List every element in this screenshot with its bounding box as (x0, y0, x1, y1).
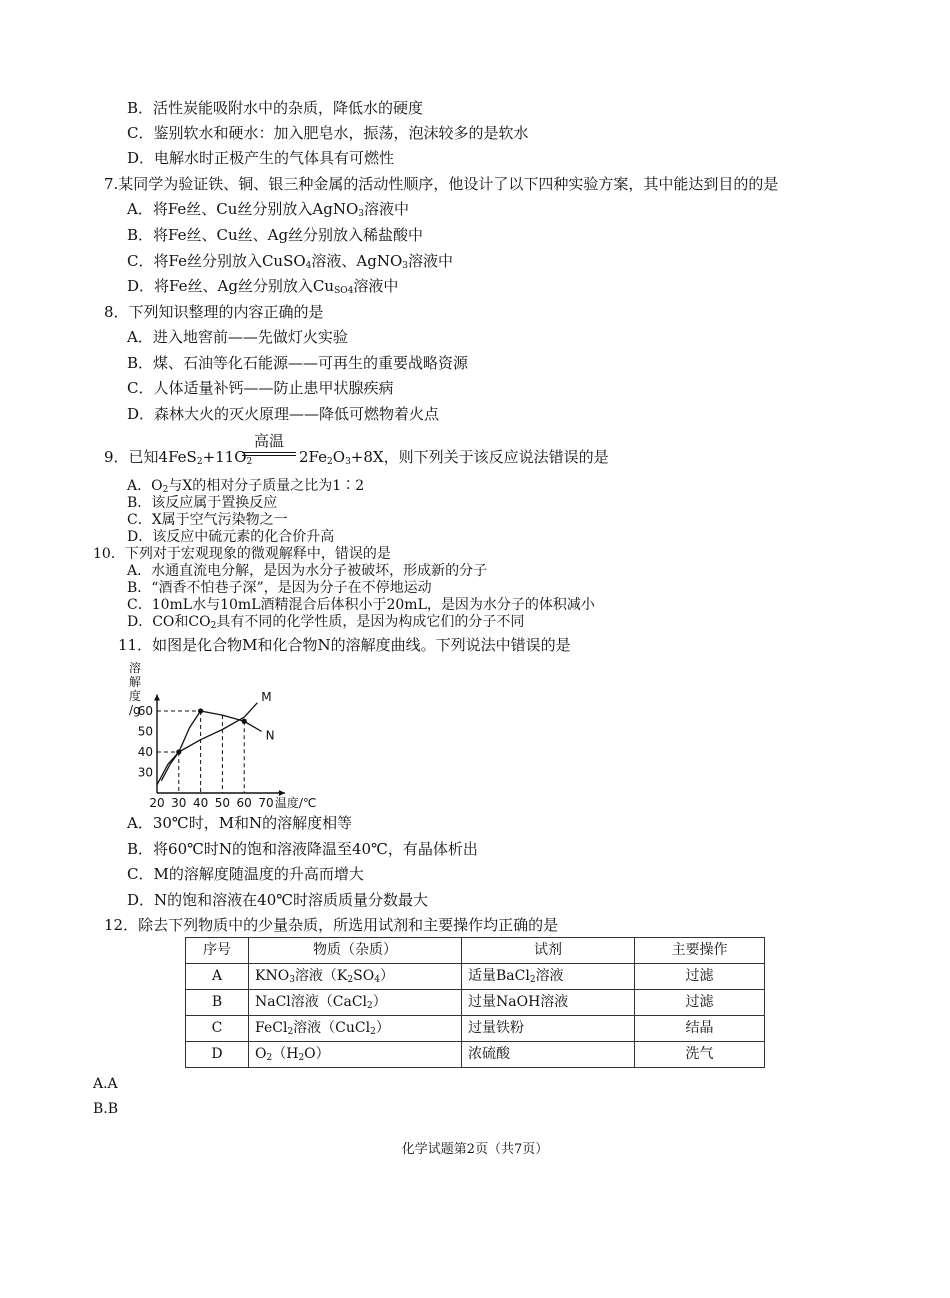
q9-option-b: B．该反应属于置换反应 (127, 495, 278, 511)
chart-axes (154, 695, 285, 797)
q7-option-a: A．将Fe丝、Cu丝分别放入AgNO$_3$溶液中 (127, 200, 410, 219)
y-tick-label: 40 (137, 745, 153, 759)
q10-option-c: C．10mL水与10mL酒精混合后体积小于20mL，是因为水分子的体积减小 (127, 597, 595, 613)
q9-option-a: A．$O_2$与X的相对分子质量之比为1∶2 (127, 478, 365, 495)
y-axis-arrow (154, 695, 160, 701)
q7-option-c: C．将Fe丝分别放入CuSO$_4$溶液、AgNO$_3$溶液中 (127, 252, 453, 271)
table-row (186, 990, 765, 1016)
x-tick-label: 20 (149, 796, 165, 810)
q9-stem-left: 9．已知$4FeS_2+11O_2$ (104, 448, 253, 467)
table-row (186, 1042, 765, 1068)
answer-choice-b: B.B (93, 1101, 119, 1117)
q6-option-c: C．鉴别软水和硬水：加入肥皂水，振荡，泡沫较多的是软水 (127, 124, 529, 142)
cell-operation: 结晶 (635, 1016, 765, 1042)
cell-substance: NaCl溶液（CaCl$_2$） (249, 990, 462, 1016)
q11-option-b: B．将60℃时N的饱和溶液降温至40℃，有晶体析出 (127, 840, 478, 858)
q11-option-a: A．30℃时，M和N的溶解度相等 (127, 814, 353, 832)
cell-id: D (186, 1042, 249, 1068)
q11-stem: 11．如图是化合物M和化合物N的溶解度曲线。下列说法中错误的是 (118, 636, 571, 654)
header-cell-reagent: 试剂 (462, 938, 635, 964)
q6-option-d: D．电解水时正极产生的气体具有可燃性 (127, 149, 395, 167)
q8-option-d: D．森林大火的灭火原理——降低可燃物着火点 (127, 405, 440, 423)
cell-operation: 洗气 (635, 1042, 765, 1068)
y-tick-label: 50 (137, 724, 153, 739)
series-label-M: M (261, 689, 272, 704)
table-header-row (186, 938, 765, 964)
answer-choice-a: A.A (93, 1076, 118, 1092)
q10-option-b: B．“酒香不怕巷子深”，是因为分子在不停地运动 (127, 580, 432, 596)
impurity-table (185, 937, 765, 1068)
x-axis-label: 温度/℃ (274, 796, 317, 810)
y-axis-label: 度 (129, 689, 142, 703)
x-tick-label: 30 (171, 796, 187, 810)
q6-option-b: B．活性炭能吸附水中的杂质，降低水的硬度 (127, 99, 424, 117)
q12-stem: 12．除去下列物质中的少量杂质，所选用试剂和主要操作均正确的是 (104, 916, 559, 934)
table-row (186, 964, 765, 990)
q7-option-d: D．将Fe丝、Ag丝分别放入$Cu_{SO4}$溶液中 (127, 277, 399, 296)
cell-operation: 过滤 (635, 964, 765, 990)
header-cell-operation: 主要操作 (635, 938, 765, 964)
cell-reagent: 过量NaOH溶液 (462, 990, 635, 1016)
q11-option-d: D．N的饱和溶液在40℃时溶质质量分数最大 (127, 891, 429, 909)
intersection-point (242, 719, 247, 724)
cell-id: B (186, 990, 249, 1016)
cell-reagent: 适量BaCl$_2$溶液 (462, 964, 635, 990)
x-tick-label: 70 (258, 796, 274, 810)
y-axis-label: /g (129, 703, 141, 717)
x-tick-label: 40 (192, 796, 209, 810)
q9-stem-right: $2Fe_2O_3+8X$，则下列关于该反应说法错误的是 (299, 448, 609, 467)
y-tick-label: 60 (137, 704, 153, 718)
q8-option-a: A．进入地窖前——先做灯火实验 (127, 328, 348, 346)
curve-M (161, 703, 257, 781)
q7-option-b: B．将Fe丝、Cu丝、Ag丝分别放入稀盐酸中 (127, 226, 424, 244)
q10-option-a: A．水通直流电分解，是因为水分子被破坏，形成新的分子 (127, 563, 488, 579)
cell-id: C (186, 1016, 249, 1042)
q11-option-c: C．M的溶解度随温度的升高而增大 (127, 865, 364, 883)
q9-option-d: D．该反应中硫元素的化合价升高 (127, 529, 335, 545)
q9-reaction-condition: 高温 (253, 432, 284, 450)
table-row (186, 1016, 765, 1042)
chart-lines (157, 703, 262, 785)
chart-guides (157, 711, 244, 793)
cell-reagent: 浓硫酸 (462, 1042, 635, 1068)
y-tick-label: 30 (137, 765, 153, 780)
x-tick-label: 60 (236, 796, 252, 810)
q7-stem: 7.某同学为验证铁、铜、银三种金属的活动性顺序，他设计了以下四种实验方案，其中能达到目的的是 (104, 175, 779, 193)
header-cell-substance: 物质（杂质） (249, 938, 462, 964)
solubility-chart (125, 660, 345, 810)
cell-substance: FeCl$_2$溶液（CuCl$_2$） (249, 1016, 462, 1042)
q8-stem: 8．下列知识整理的内容正确的是 (104, 303, 324, 321)
intersection-point (198, 708, 203, 713)
y-axis-label: 溶 (129, 661, 142, 675)
x-tick-label: 50 (214, 796, 231, 810)
intersection-point (176, 749, 181, 754)
header-cell-id: 序号 (186, 938, 249, 964)
q10-stem: 10．下列对于宏观现象的微观解释中，错误的是 (93, 546, 391, 562)
cell-operation: 过滤 (635, 990, 765, 1016)
page-footer: 化学试题第2页（共7页） (401, 1142, 549, 1157)
cell-id: A (186, 964, 249, 990)
q8-option-c: C．人体适量补钙——防止患甲状腺疾病 (127, 379, 394, 397)
q10-option-d: D．CO和$CO_2$具有不同的化学性质，是因为构成它们的分子不同 (127, 614, 525, 631)
q8-option-b: B．煤、石油等化石能源——可再生的重要战略资源 (127, 354, 469, 372)
y-axis-label: 解 (129, 675, 142, 689)
cell-reagent: 过量铁粉 (462, 1016, 635, 1042)
cell-substance: $O_2(H_2O)$ (249, 1042, 462, 1068)
cell-substance: $KNO_3$溶液$(K_2SO_4)$ (249, 964, 462, 990)
q9-option-c: C．X属于空气污染物之一 (127, 512, 288, 528)
series-label-N: N (265, 728, 275, 743)
